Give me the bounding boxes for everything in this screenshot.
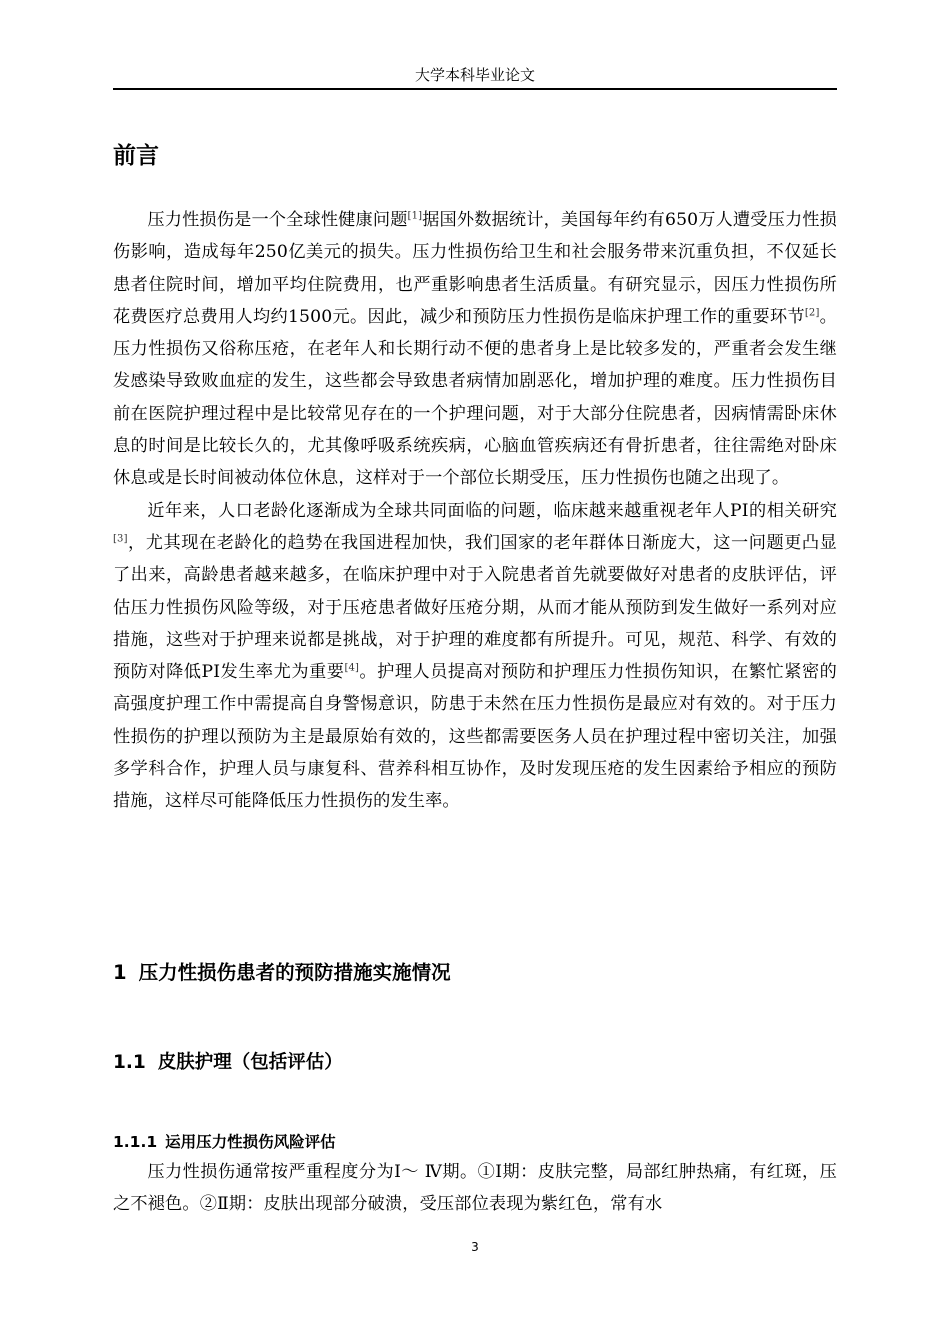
preface-p2-text-1: 近年来，人口老龄化逐渐成为全球共同面临的问题，临床越来越重视老年人PI的相关研究 <box>147 500 837 521</box>
preface-p2-text-2: ，尤其现在老龄化的趋势在我国进程加快，我们国家的老年群体日渐庞大，这一问题更凸显了出来，高龄患者越来越多，在临床护理中对于入院患者首先就要做好对患者的皮肤评估，评估压力性损伤风险等级，对于压疮患者做好压疮分期，从而才能从预防到发生做好一系列对应措施，这些对于护理来说都是挑战，对于护理的难度都有所提升。可见，规范、科学、有效的预防对降低PI发生率尤为重要 <box>113 532 837 683</box>
section-1-number: 1 <box>113 961 127 984</box>
citation-ref-2[interactable]: [2] <box>804 307 820 319</box>
preface-paragraph-2 <box>113 495 837 818</box>
preface-heading: 前言 <box>113 143 159 169</box>
running-header: 大学本科毕业论文 <box>414 66 535 84</box>
section-1-1-1-title: 运用压力性损伤风险评估 <box>165 1133 336 1151</box>
section-1-1-heading <box>113 1048 343 1078</box>
preface-p2-text-3: 。护理人员提高对预防和护理压力性损伤知识，在繁忙紧密的高强度护理工作中需提高自身警惕意识，防患于未然在压力性损伤是最应对有效的。对于压力性损伤的护理以预防为主是最原始有效的，这些都需要医务人员在护理过程中密切关注，加强多学科合作，护理人员与康复科、营养科相互协作，及时发现压疮的发生因素给予相应的预防措施，这样尽可能降低压力性损伤的发生率。 <box>113 662 837 812</box>
section-1-1-number: 1.1 <box>113 1052 146 1073</box>
section-1-1-title: 皮肤护理（包括评估） <box>157 1052 343 1073</box>
section-1-1-1-number: 1.1.1 <box>113 1133 158 1151</box>
preface-p1-text-3: 。压力性损伤又俗称压疮，在老年人和长期行动不便的患者身上是比较多发的，严重者会发生继发感染导致败血症的发生，这些都会导致患者病情加剧恶化，增加护理的难度。压力性损伤目前在医院护理过程中是比较常见存在的一个护理问题，对于大部分住院患者，因病情需卧床休息的时间是比较长久的，尤其像呼吸系统疾病，心脑血管疾病还有骨折患者，往往需绝对卧床休息或是长时间被动体位休息，这样对于一个部位长期受压，压力性损伤也随之出现了。 <box>113 306 837 489</box>
section-1-heading <box>113 958 451 988</box>
preface-body <box>113 204 837 818</box>
section-1-title: 压力性损伤患者的预防措施实施情况 <box>138 961 451 984</box>
preface-paragraph-1 <box>113 204 837 495</box>
section-1-1-1-body <box>113 1156 837 1221</box>
citation-ref-4[interactable]: [4] <box>344 662 360 674</box>
page-number: 3 <box>471 1240 479 1254</box>
section-1-1-1-paragraph-1: 压力性损伤通常按严重程度分为Ⅰ～ Ⅳ期。①Ⅰ期：皮肤完整，局部红肿热痛，有红斑，压之不褪色。②Ⅱ期：皮肤出现部分破溃，受压部位表现为紫红色，常有水 <box>113 1162 837 1215</box>
preface-p1-text-2: 据国外数据统计，美国每年约有650万人遭受压力性损伤影响，造成每年250亿美元的损失。压力性损伤给卫生和社会服务带来沉重负担，不仅延长患者住院时间，增加平均住院费用，也严重影响患者生活质量。有研究显示，因压力性损伤所花费医疗总费用人均约1500元。因此，减少和预防压力性损伤是临床护理工作的重要环节 <box>113 210 837 327</box>
section-1-1-1-heading <box>113 1130 336 1154</box>
citation-ref-1[interactable]: [1] <box>407 210 423 222</box>
header-rule <box>113 88 837 90</box>
citation-ref-3[interactable]: [3] <box>113 533 128 545</box>
preface-p1-text-1: 压力性损伤是一个全球性健康问题 <box>147 210 408 230</box>
